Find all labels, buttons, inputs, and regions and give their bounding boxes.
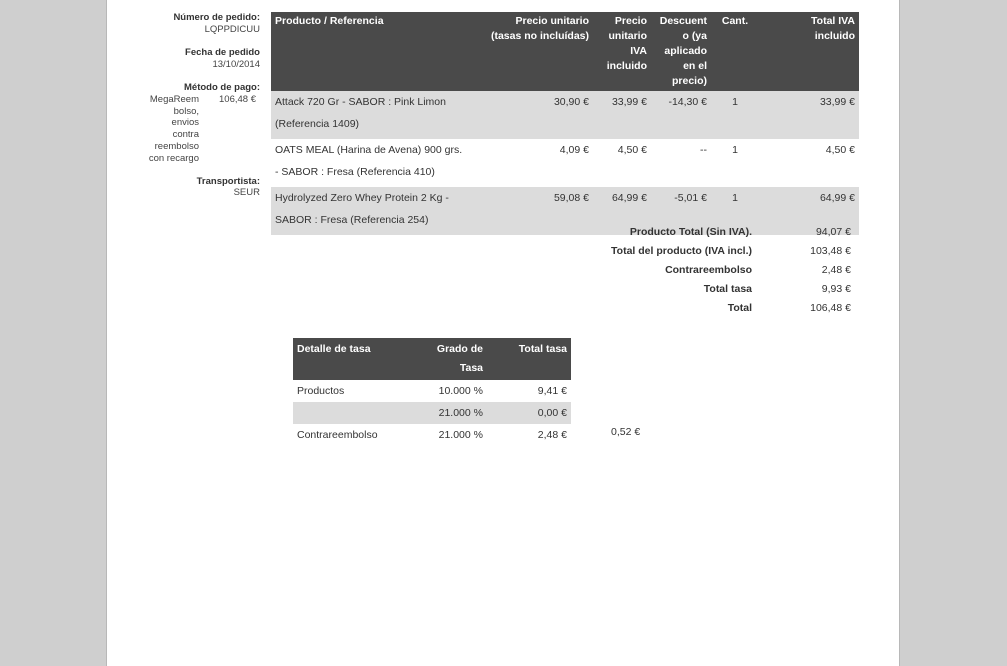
payment-method-line: con recargo <box>148 152 199 164</box>
total-value: 2,48 € <box>821 264 851 276</box>
total-label: Contrareembolso <box>665 264 752 276</box>
product-unit-price: 59,08 € <box>481 187 593 235</box>
product-row <box>271 91 859 139</box>
order-number: LQPPDICUU <box>204 24 260 35</box>
product-qty: 1 <box>711 91 759 139</box>
total-label: Total tasa <box>703 283 752 295</box>
total-value: 94,07 € <box>815 226 851 238</box>
payment-method-label: Método de pago: <box>184 82 260 93</box>
carrier-label: Transportista: <box>196 176 260 187</box>
header-tax-rate: Grado de Tasa <box>413 338 487 380</box>
payment-method-line: bolso, <box>173 105 199 117</box>
product-total: 64,99 € <box>759 187 859 235</box>
tax-rate: 21.000 % <box>438 429 483 441</box>
total-row <box>271 224 859 243</box>
product-unit-price-tax: 4,50 € <box>617 144 647 156</box>
product-unit-price-tax: 64,99 € <box>593 187 651 235</box>
tax-name: Productos <box>297 385 345 397</box>
product-row <box>271 139 859 187</box>
payment-method <box>145 94 199 164</box>
product-name: Attack 720 Gr - SABOR : Pink Limon (Referencia 1409) <box>271 91 481 139</box>
total-row <box>271 281 859 300</box>
totals-section <box>271 224 859 319</box>
payment-method-line: envios <box>171 117 199 129</box>
header-unit-price: Precio unitario (tasas no incluídas) <box>481 12 593 91</box>
header-tax-detail: Detalle de tasa <box>293 338 413 380</box>
product-unit-price: 30,90 € <box>481 91 593 139</box>
tax-row <box>293 424 571 446</box>
invoice-page <box>106 0 900 666</box>
tax-name: Contrareembolso <box>297 429 378 441</box>
product-unit-price-tax: 33,99 € <box>593 91 651 139</box>
total-label: Total del producto (IVA incl.) <box>611 245 752 257</box>
payment-method-line: reembolso <box>154 140 199 152</box>
header-unit-price-tax: Precio unitario IVA incluido <box>593 12 651 91</box>
product-name: OATS MEAL (Harina de Avena) 900 grs. - SABOR : Fresa (Referencia 410) <box>275 144 463 178</box>
total-value: 103,48 € <box>810 245 851 257</box>
total-label: Producto Total (Sin IVA). <box>629 226 752 238</box>
product-unit-price: 4,09 € <box>559 144 589 156</box>
products-header-row <box>271 12 859 91</box>
product-total: 33,99 € <box>759 91 859 139</box>
tax-rate: 10.000 % <box>438 385 483 397</box>
header-discount: Descuent o (ya aplicado en el precio) <box>651 12 711 91</box>
products-table <box>271 12 859 235</box>
header-total: Total IVA incluido <box>759 12 859 91</box>
tax-header-row <box>293 338 571 380</box>
total-value: 9,93 € <box>821 283 851 295</box>
total-row <box>271 243 859 262</box>
tax-detail-table <box>293 338 571 446</box>
payment-method-line: MegaReem <box>149 94 199 105</box>
product-discount: -- <box>700 144 707 156</box>
tax-row <box>293 402 571 424</box>
tax-extra-value: 0,52 € <box>611 426 641 438</box>
order-number-label: Número de pedido: <box>173 12 260 23</box>
header-qty: Cant. <box>711 12 759 91</box>
payment-method-line: contra <box>172 129 199 141</box>
header-tax-total: Total tasa <box>487 338 571 380</box>
total-label: Total <box>727 302 752 314</box>
header-product: Producto / Referencia <box>271 12 481 91</box>
payment-amount: 106,48 € <box>219 94 256 105</box>
total-value: 106,48 € <box>810 302 851 314</box>
product-discount: -14,30 € <box>651 91 711 139</box>
tax-name <box>293 402 413 424</box>
product-qty: 1 <box>711 187 759 235</box>
carrier: SEUR <box>233 187 260 198</box>
product-total: 4,50 € <box>825 144 855 156</box>
product-discount: -5,01 € <box>651 187 711 235</box>
tax-row <box>293 380 571 402</box>
tax-total: 9,41 € <box>537 385 567 397</box>
order-date: 13/10/2014 <box>212 59 260 70</box>
order-date-label: Fecha de pedido <box>185 47 260 58</box>
tax-total: 2,48 € <box>537 429 567 441</box>
product-qty: 1 <box>732 144 738 156</box>
tax-rate: 21.000 % <box>413 402 487 424</box>
total-row <box>271 262 859 281</box>
total-row <box>271 300 859 319</box>
product-name: Hydrolyzed Zero Whey Protein 2 Kg - SABOR : Fresa (Referencia 254) <box>271 187 481 235</box>
tax-total: 0,00 € <box>487 402 571 424</box>
